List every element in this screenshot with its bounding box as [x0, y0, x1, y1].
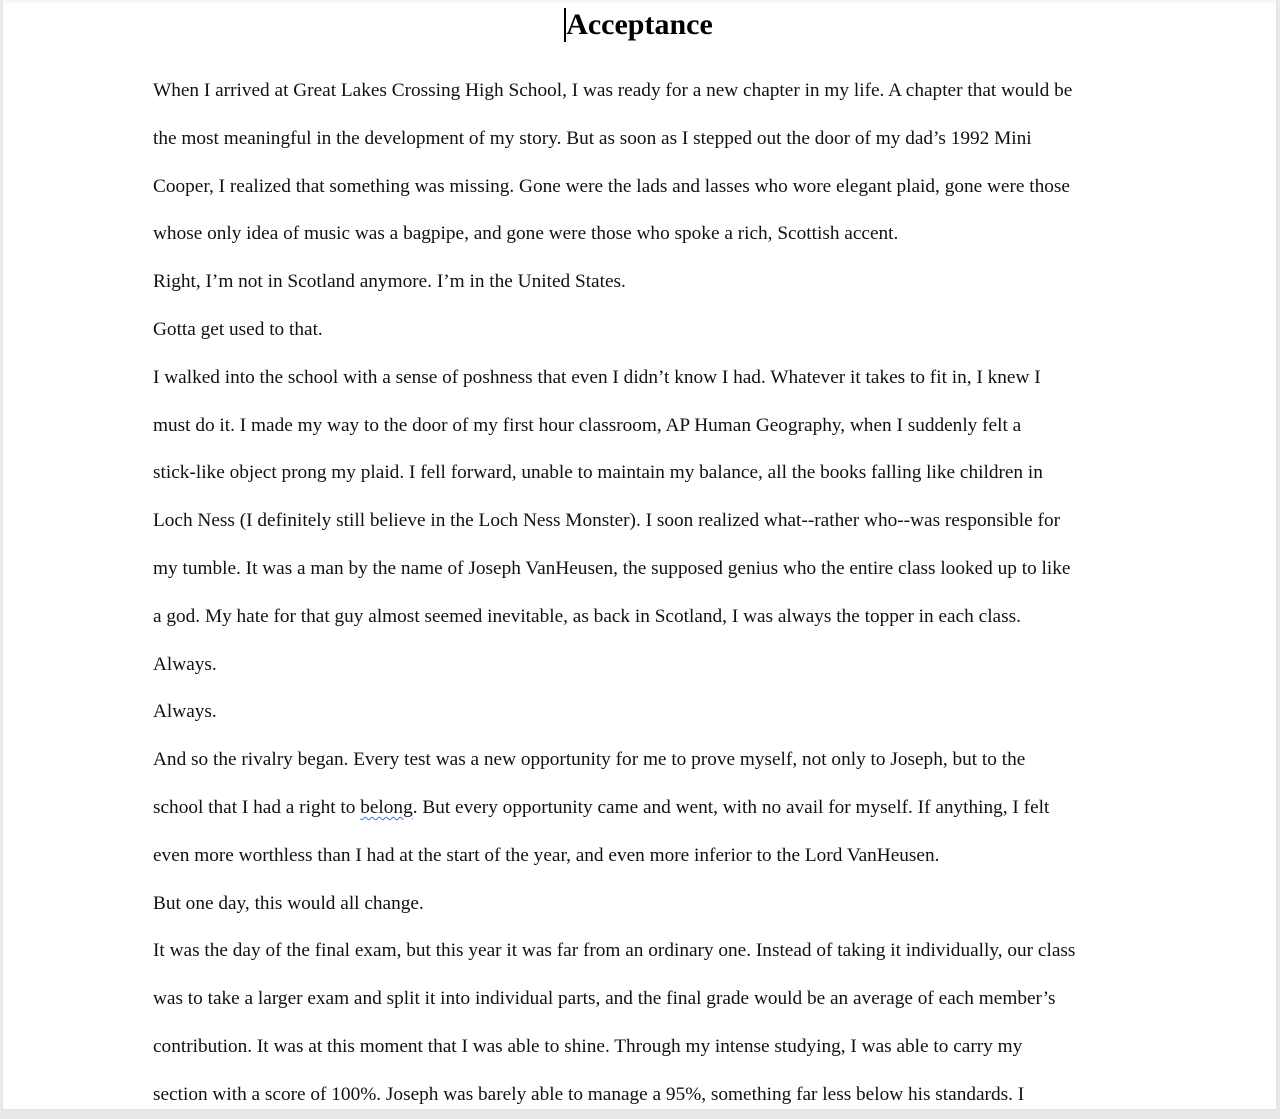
- text-line: my tumble. It was a man by the name of Joseph VanHeusen, the supposed genius who the entire class looked up to like: [153, 557, 1071, 579]
- text-segment: . But every opportunity came and went, with no avail for myself. If anything, I felt: [412, 796, 1050, 818]
- text-line: But one day, this would all change.: [153, 892, 424, 914]
- text-line: must do it. I made my way to the door of my first hour classroom, AP Human Geography, when I suddenly felt a: [153, 414, 1022, 436]
- text-line: whose only idea of music was a bagpipe, and gone were those who spoke a rich, Scottish accent.: [153, 223, 899, 245]
- text-line: I walked into the school with a sense of poshness that even I didn’t know I had. Whatever it takes to fit in, I knew I: [153, 366, 1041, 388]
- text-line: the most meaningful in the development of my story. But as soon as I stepped out the door of my dad’s 1992 Mini: [153, 127, 1032, 149]
- text-line: When I arrived at Great Lakes Crossing High School, I was ready for a new chapter in my life. A chapter that would be: [153, 80, 1073, 101]
- text-line: Gotta get used to that.: [153, 318, 323, 340]
- text-line: Right, I’m not in Scotland anymore. I’m in the United States.: [153, 271, 626, 293]
- text-line: stick-like object prong my plaid. I fell forward, unable to maintain my balance, all the books falling like children in: [153, 462, 1043, 484]
- text-line: section with a score of 100%. Joseph was barely able to manage a 95%, something far less below his standards. I: [153, 1083, 1025, 1105]
- text-line: And so the rivalry began. Every test was a new opportunity for me to prove myself, not only to Joseph, but to the: [153, 749, 1026, 771]
- page-top-shadow: [3, 0, 1276, 5]
- document-body[interactable]: [153, 67, 1138, 1119]
- spellcheck-flagged-word[interactable]: belong: [360, 796, 413, 818]
- text-line-with-spellcheck: [153, 784, 1138, 832]
- document-title[interactable]: Acceptance: [566, 8, 713, 41]
- text-line: It was the day of the final exam, but this year it was far from an ordinary one. Instead of taking it individually, our class: [153, 940, 1076, 962]
- text-line: Loch Ness (I definitely still believe in the Loch Ness Monster). I soon realized what--rather who--was responsible for: [153, 510, 1061, 532]
- text-line: Always.: [153, 701, 217, 723]
- text-segment: school that I had a right to: [153, 796, 361, 818]
- text-line: was to take a larger exam and split it into individual parts, and the final grade would be an average of each member’s: [153, 988, 1056, 1010]
- text-cursor: [564, 8, 566, 42]
- text-line: contribution. It was at this moment that I was able to shine. Through my intense studying, I was able to carry my: [153, 1035, 1023, 1057]
- text-line: Cooper, I realized that something was missing. Gone were the lads and lasses who wore elegant plaid, gone were those: [153, 175, 1070, 197]
- document-title-line: [3, 6, 1276, 44]
- text-line: a god. My hate for that guy almost seemed inevitable, as back in Scotland, I was always the topper in each class.: [153, 605, 1021, 627]
- document-page[interactable]: [3, 0, 1276, 1109]
- text-line: Always.: [153, 653, 217, 675]
- text-line: even more worthless than I had at the start of the year, and even more inferior to the Lord VanHeusen.: [153, 844, 940, 866]
